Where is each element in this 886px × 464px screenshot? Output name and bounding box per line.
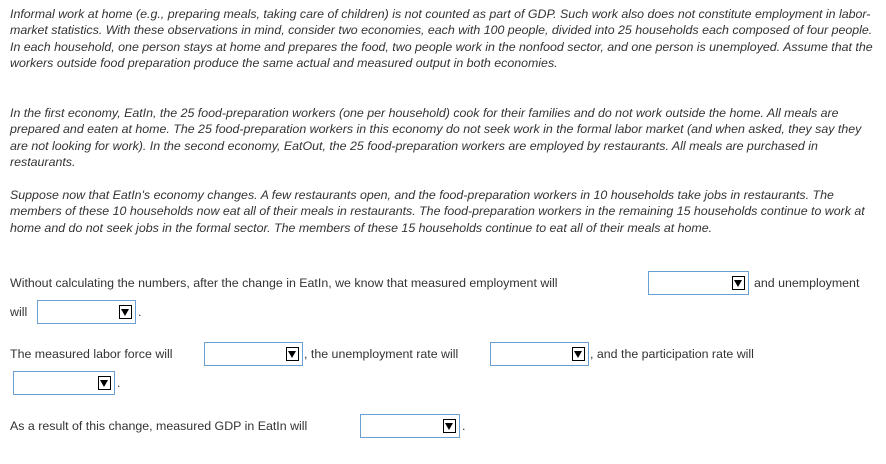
change-paragraph: Suppose now that EatIn's economy changes. A few restaurants open, and the food-preparation workers in 10 households take jobs in restaurants. The members of these 10 households now eat all of their meals in restaurants. The food-preparation workers in the remaining 15 households continue to work at home and do not seek jobs in the formal sector. The members of these 15 households continue to eat all of their meals at home.	[10, 188, 865, 235]
unemployment-rate-dropdown[interactable]	[490, 342, 589, 366]
chevron-down-icon[interactable]	[286, 347, 299, 361]
q1-middle-text: and unemployment	[754, 276, 860, 290]
chevron-down-icon[interactable]	[572, 347, 585, 361]
q2-middle-text-1: , the unemployment rate will	[304, 347, 459, 361]
chevron-down-icon[interactable]	[119, 305, 132, 319]
labor-force-dropdown[interactable]	[204, 342, 303, 366]
intro-paragraph: Informal work at home (e.g., preparing meals, taking care of children) is not counted as part of GDP. Such work also does not constitute employment in labor-market statistics. With these observations in mind, consider two economies, each with 100 people, divided into 25 households each composed of four people. In each household, one person stays at home and prepares the food, two people work in the nonfood sector, and one person is unemployed. Assume that the workers outside food preparation produce the same actual and measured output in both economies.	[10, 7, 873, 71]
gdp-dropdown[interactable]	[360, 414, 460, 438]
q3-prefix-text: As a result of this change, measured GDP in EatIn will	[10, 419, 308, 433]
chevron-down-icon[interactable]	[443, 419, 456, 433]
q1-period: .	[138, 305, 142, 319]
q1-wrap-text: will	[10, 305, 28, 319]
q1-prefix-text: Without calculating the numbers, after the change in EatIn, we know that measured employment will	[10, 276, 558, 290]
chevron-down-icon[interactable]	[98, 376, 111, 390]
economies-paragraph: In the first economy, EatIn, the 25 food-preparation workers (one per household) cook for their families and do not work outside the home. All meals are prepared and eaten at home. The 25 food-preparation workers in this economy do not seek work in the formal labor market (and when asked, they say they are not looking for work). In the second economy, EatOut, the 25 food-preparation workers are employed by restaurants. All meals are purchased in restaurants.	[10, 106, 862, 170]
q2-prefix-text: The measured labor force will	[10, 347, 173, 361]
participation-rate-dropdown[interactable]	[13, 371, 115, 395]
unemployment-dropdown[interactable]	[37, 300, 136, 324]
q2-period: .	[117, 376, 121, 390]
q3-period: .	[462, 419, 466, 433]
chevron-down-icon[interactable]	[732, 276, 745, 290]
q2-middle-text-2: , and the participation rate will	[590, 347, 754, 361]
employment-dropdown[interactable]	[648, 271, 749, 295]
